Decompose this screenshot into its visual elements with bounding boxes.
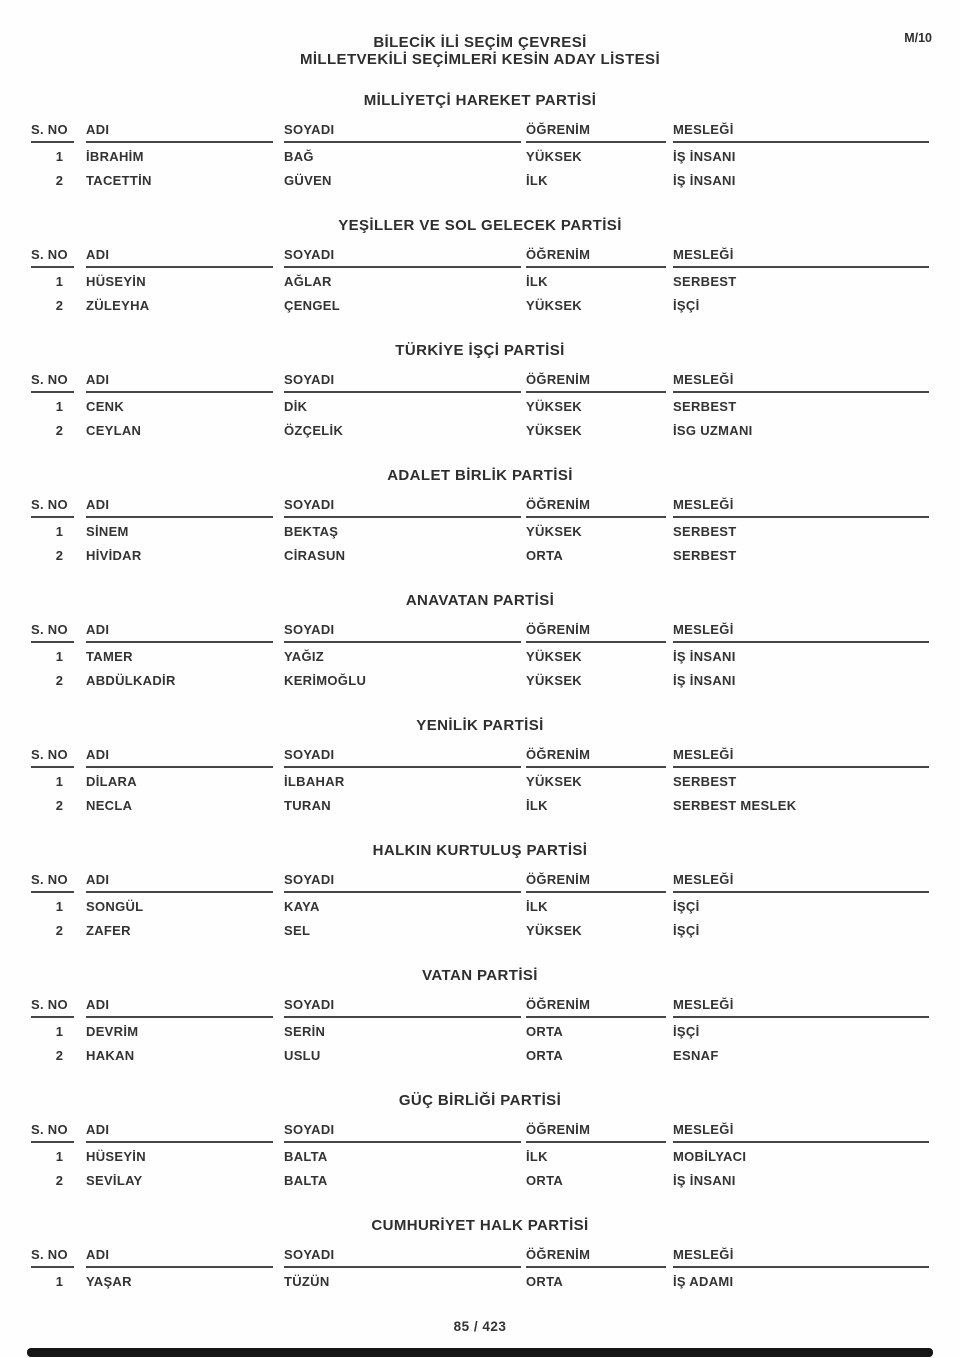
cell-sno: 2 [55,798,64,813]
column-header-soyadi: SOYADI [284,747,521,768]
column-header-sno: S. NO [31,997,74,1018]
table-row [31,1268,929,1292]
party-title: HALKIN KURTULUŞ PARTİSİ [372,842,588,859]
cell-meslegi: SERBEST [673,774,737,789]
cell-ogrenim: ORTA [526,1274,564,1289]
party-title: ANAVATAN PARTİSİ [405,592,555,609]
column-header-meslegi: MESLEĞİ [673,247,929,268]
party-title: TÜRKİYE İŞÇİ PARTİSİ [395,342,565,359]
column-header-adi: ADI [86,1122,273,1143]
party-sections-container [0,68,960,1292]
cell-ogrenim: ORTA [526,1173,564,1188]
cell-soyadi: BEKTAŞ [284,524,339,539]
cell-soyadi: ÖZÇELİK [284,423,344,438]
cell-sno: 2 [55,548,64,563]
candidate-table [31,247,929,316]
cell-meslegi: İSG UZMANI [673,423,753,438]
column-header-ogrenim: ÖĞRENİM [526,247,666,268]
document-title-line1: BİLECİK İLİ SEÇİM ÇEVRESİ [373,34,587,51]
table-row [31,417,929,441]
column-header-adi: ADI [86,372,273,393]
cell-sno: 1 [55,524,64,539]
cell-soyadi: CİRASUN [284,548,346,563]
column-header-soyadi: SOYADI [284,1122,521,1143]
column-header-meslegi: MESLEĞİ [673,872,929,893]
table-header-row [31,622,929,643]
cell-sno: 1 [55,1024,64,1039]
cell-adi: HAKAN [86,1048,135,1063]
cell-adi: HÜSEYİN [86,1149,146,1164]
table-body [31,643,929,691]
table-row [31,667,929,691]
column-header-meslegi: MESLEĞİ [673,1247,929,1268]
column-header-ogrenim: ÖĞRENİM [526,1247,666,1268]
cell-meslegi: MOBİLYACI [673,1149,747,1164]
cell-adi: SEVİLAY [86,1173,143,1188]
column-header-sno: S. NO [31,1122,74,1143]
column-header-sno: S. NO [31,122,74,143]
column-header-ogrenim: ÖĞRENİM [526,622,666,643]
column-header-adi: ADI [86,872,273,893]
table-row [31,768,929,792]
column-header-soyadi: SOYADI [284,1247,521,1268]
column-header-adi: ADI [86,122,273,143]
cell-ogrenim: YÜKSEK [526,649,582,664]
table-row [31,643,929,667]
cell-meslegi: İŞ İNSANI [673,649,736,664]
cell-meslegi: İŞÇİ [673,923,700,938]
table-row [31,1143,929,1167]
cell-meslegi: SERBEST [673,399,737,414]
column-header-meslegi: MESLEĞİ [673,997,929,1018]
cell-ogrenim: İLK [526,274,548,289]
cell-soyadi: KERİMOĞLU [284,673,367,688]
document-header [0,0,960,68]
table-header-row [31,747,929,768]
column-header-adi: ADI [86,497,273,518]
cell-adi: DEVRİM [86,1024,139,1039]
candidate-table [31,497,929,566]
column-header-adi: ADI [86,747,273,768]
column-header-sno: S. NO [31,497,74,518]
table-row [31,893,929,917]
cell-sno: 1 [55,899,64,914]
cell-meslegi: İŞ İNSANI [673,173,736,188]
party-title: GÜÇ BİRLİĞİ PARTİSİ [398,1092,562,1109]
cell-ogrenim: YÜKSEK [526,774,582,789]
cell-soyadi: BALTA [284,1149,328,1164]
party-section [31,343,929,441]
party-section [31,968,929,1066]
cell-meslegi: SERBEST [673,274,737,289]
table-row [31,1018,929,1042]
cell-ogrenim: ORTA [526,548,564,563]
cell-adi: ZAFER [86,923,131,938]
candidate-table [31,122,929,191]
cell-ogrenim: YÜKSEK [526,298,582,313]
table-row [31,1167,929,1191]
column-header-sno: S. NO [31,622,74,643]
party-section [31,1218,929,1292]
cell-soyadi: SERİN [284,1024,326,1039]
party-title: CUMHURİYET HALK PARTİSİ [371,1217,589,1234]
column-header-ogrenim: ÖĞRENİM [526,122,666,143]
cell-sno: 1 [55,274,64,289]
party-title: MİLLİYETÇİ HAREKET PARTİSİ [363,92,597,109]
table-row [31,292,929,316]
table-header-row [31,247,929,268]
cell-soyadi: ÇENGEL [284,298,340,313]
cell-meslegi: SERBEST [673,524,737,539]
cell-meslegi: İŞÇİ [673,899,700,914]
table-header-row [31,1247,929,1268]
table-row [31,167,929,191]
column-header-sno: S. NO [31,1247,74,1268]
column-header-adi: ADI [86,622,273,643]
cell-adi: İBRAHİM [86,149,144,164]
form-code-label: M/10 [904,31,932,45]
cell-adi: SONGÜL [86,899,144,914]
cell-adi: DİLARA [86,774,137,789]
cell-meslegi: İŞ ADAMI [673,1274,734,1289]
cell-meslegi: İŞ İNSANI [673,149,736,164]
cell-ogrenim: YÜKSEK [526,399,582,414]
party-section [31,468,929,566]
cell-soyadi: SEL [284,923,311,938]
cell-ogrenim: İLK [526,798,548,813]
table-header-row [31,872,929,893]
cell-sno: 1 [55,1149,64,1164]
table-row [31,518,929,542]
cell-ogrenim: YÜKSEK [526,423,582,438]
table-header-row [31,122,929,143]
candidate-table [31,997,929,1066]
cell-sno: 1 [55,649,64,664]
cell-meslegi: SERBEST [673,548,737,563]
table-body [31,518,929,566]
candidate-table [31,872,929,941]
cell-soyadi: GÜVEN [284,173,332,188]
cell-adi: HÜSEYİN [86,274,146,289]
cell-ogrenim: İLK [526,1149,548,1164]
cell-soyadi: TURAN [284,798,331,813]
candidate-table [31,372,929,441]
page-number-indicator: 85 / 423 [453,1319,507,1334]
cell-meslegi: İŞÇİ [673,298,700,313]
cell-soyadi: KAYA [284,899,320,914]
cell-ogrenim: İLK [526,173,548,188]
cell-sno: 1 [55,399,64,414]
column-header-ogrenim: ÖĞRENİM [526,497,666,518]
table-row [31,542,929,566]
cell-ogrenim: İLK [526,899,548,914]
cell-sno: 2 [55,298,64,313]
candidate-table [31,747,929,816]
document-title-line2: MİLLETVEKİLİ SEÇİMLERİ KESİN ADAY LİSTESİ [299,51,661,68]
cell-sno: 2 [55,923,64,938]
table-header-row [31,372,929,393]
column-header-ogrenim: ÖĞRENİM [526,1122,666,1143]
table-row [31,917,929,941]
cell-soyadi: TÜZÜN [284,1274,330,1289]
cell-soyadi: İLBAHAR [284,774,345,789]
cell-adi: TAMER [86,649,133,664]
column-header-meslegi: MESLEĞİ [673,747,929,768]
cell-sno: 2 [55,1173,64,1188]
table-body [31,1018,929,1066]
column-header-soyadi: SOYADI [284,497,521,518]
party-section [31,593,929,691]
column-header-adi: ADI [86,1247,273,1268]
cell-ogrenim: ORTA [526,1048,564,1063]
column-header-soyadi: SOYADI [284,997,521,1018]
scan-bottom-edge-shadow [27,1348,933,1357]
cell-sno: 1 [55,774,64,789]
cell-sno: 2 [55,1048,64,1063]
party-section [31,843,929,941]
cell-ogrenim: YÜKSEK [526,673,582,688]
party-title: YENİLİK PARTİSİ [416,717,544,734]
table-row [31,143,929,167]
cell-soyadi: BAĞ [284,149,314,164]
candidate-table [31,622,929,691]
cell-sno: 2 [55,673,64,688]
column-header-soyadi: SOYADI [284,872,521,893]
cell-ogrenim: YÜKSEK [526,524,582,539]
cell-ogrenim: YÜKSEK [526,149,582,164]
candidate-table [31,1122,929,1191]
table-body [31,1268,929,1292]
party-section [31,718,929,816]
candidate-table [31,1247,929,1292]
column-header-sno: S. NO [31,247,74,268]
party-section [31,1093,929,1191]
cell-meslegi: İŞ İNSANI [673,1173,736,1188]
cell-sno: 2 [55,173,64,188]
cell-soyadi: USLU [284,1048,321,1063]
column-header-soyadi: SOYADI [284,372,521,393]
cell-adi: YAŞAR [86,1274,132,1289]
party-section [31,93,929,191]
table-body [31,768,929,816]
table-header-row [31,997,929,1018]
cell-ogrenim: ORTA [526,1024,564,1039]
cell-sno: 2 [55,423,64,438]
column-header-soyadi: SOYADI [284,247,521,268]
column-header-ogrenim: ÖĞRENİM [526,872,666,893]
cell-meslegi: İŞ İNSANI [673,673,736,688]
cell-adi: ABDÜLKADİR [86,673,176,688]
column-header-meslegi: MESLEĞİ [673,622,929,643]
column-header-meslegi: MESLEĞİ [673,497,929,518]
table-row [31,1042,929,1066]
cell-adi: CENK [86,399,125,414]
column-header-meslegi: MESLEĞİ [673,372,929,393]
column-header-meslegi: MESLEĞİ [673,1122,929,1143]
table-header-row [31,1122,929,1143]
cell-meslegi: İŞÇİ [673,1024,700,1039]
party-title: YEŞİLLER VE SOL GELECEK PARTİSİ [338,217,622,234]
table-header-row [31,497,929,518]
cell-soyadi: BALTA [284,1173,328,1188]
party-title: ADALET BİRLİK PARTİSİ [387,467,573,484]
cell-adi: CEYLAN [86,423,142,438]
cell-soyadi: YAĞIZ [284,649,325,664]
table-body [31,268,929,316]
cell-sno: 1 [55,149,64,164]
cell-adi: SİNEM [86,524,129,539]
cell-ogrenim: YÜKSEK [526,923,582,938]
party-title: VATAN PARTİSİ [422,967,538,984]
column-header-adi: ADI [86,247,273,268]
cell-meslegi: SERBEST MESLEK [673,798,797,813]
cell-soyadi: AĞLAR [284,274,332,289]
table-row [31,792,929,816]
cell-adi: TACETTİN [86,173,152,188]
column-header-soyadi: SOYADI [284,122,521,143]
table-body [31,1143,929,1191]
column-header-adi: ADI [86,997,273,1018]
column-header-sno: S. NO [31,747,74,768]
cell-soyadi: DİK [284,399,308,414]
party-section [31,218,929,316]
table-body [31,893,929,941]
cell-adi: HİVİDAR [86,548,142,563]
table-row [31,268,929,292]
column-header-sno: S. NO [31,872,74,893]
column-header-ogrenim: ÖĞRENİM [526,997,666,1018]
column-header-sno: S. NO [31,372,74,393]
cell-meslegi: ESNAF [673,1048,719,1063]
column-header-ogrenim: ÖĞRENİM [526,747,666,768]
cell-adi: NECLA [86,798,133,813]
column-header-soyadi: SOYADI [284,622,521,643]
table-body [31,143,929,191]
cell-adi: ZÜLEYHA [86,298,150,313]
column-header-ogrenim: ÖĞRENİM [526,372,666,393]
table-body [31,393,929,441]
table-row [31,393,929,417]
column-header-meslegi: MESLEĞİ [673,122,929,143]
cell-sno: 1 [55,1274,64,1289]
